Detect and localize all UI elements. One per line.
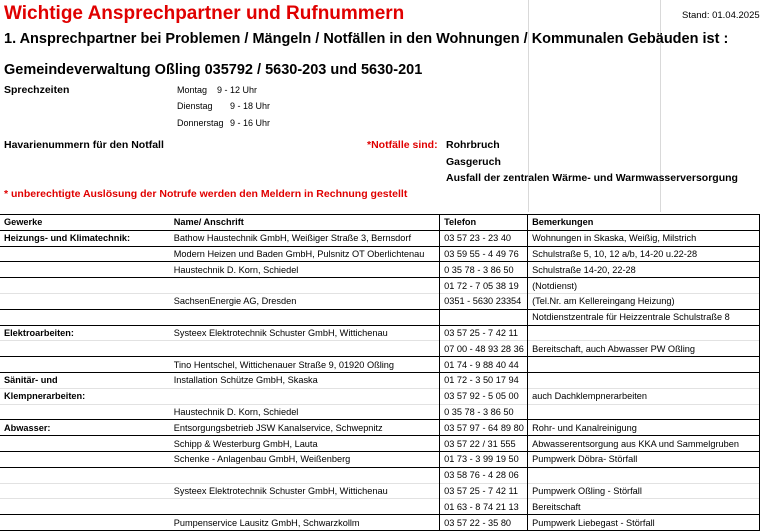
page-title: Wichtige Ansprechpartner und Rufnummern [4, 3, 405, 24]
sprechzeit-day: Dienstag [177, 101, 213, 111]
gewerk-cell [0, 515, 170, 531]
table-row [0, 293, 760, 309]
telefon-cell: 03 57 23 - 23 40 [440, 230, 528, 246]
sprechzeit-time: 9 - 12 Uhr [217, 85, 258, 95]
gewerk-cell [0, 341, 170, 357]
telefon-cell: 01 63 - 8 74 21 13 [440, 499, 528, 515]
notfall-item: Rohrbruch [446, 139, 500, 151]
notfall-item: Gasgeruch [446, 156, 501, 168]
gemeindeverwaltung-line: Gemeindeverwaltung Oßling 035792 / 5630-203 und 5630-201 [4, 62, 423, 78]
gewerk-cell: Klempnerarbeiten: [4, 391, 86, 402]
table-row [0, 230, 760, 246]
gewerk-cell: Sänitär- und [4, 375, 58, 386]
gewerk-cell [0, 467, 170, 483]
bemerkung-cell: Abwasserentsorgung aus KKA und Sammelgruben [528, 436, 760, 452]
table-row [0, 404, 760, 420]
telefon-cell: 03 58 76 - 4 28 06 [440, 467, 528, 483]
gewerk-cell: Elektroarbeiten: [4, 327, 74, 338]
name-cell: Schipp & Westerburg GmbH, Lauta [170, 436, 440, 452]
name-cell [170, 278, 440, 294]
bemerkung-cell: auch Dachklempnerarbeiten [528, 388, 760, 404]
bemerkung-cell: Wohnungen in Skaska, Weißig, Milstrich [528, 230, 760, 246]
name-cell: Pumpenservice Lausitz GmbH, Schwarzkollm [170, 515, 440, 531]
bemerkung-cell: Notdienstzentrale für Heizzentrale Schulstraße 8 [528, 309, 760, 325]
table-row [0, 246, 760, 262]
name-cell: Haustechnik D. Korn, Schiedel [170, 262, 440, 278]
gewerk-cell [0, 451, 170, 467]
havarie-label: Havarienummern für den Notfall [4, 139, 164, 151]
table-row [0, 278, 760, 294]
bemerkung-cell [528, 357, 760, 373]
name-cell: Entsorgungsbetrieb JSW Kanalservice, Schwepnitz [170, 420, 440, 436]
bemerkung-cell: (Notdienst) [528, 278, 760, 294]
table-row [0, 499, 760, 515]
bemerkung-cell: Schulstraße 14-20, 22-28 [528, 262, 760, 278]
name-cell: Modern Heizen und Baden GmbH, Pulsnitz OT Oberlichtenau [170, 246, 440, 262]
column-header: Gewerke [4, 217, 43, 228]
name-cell [170, 499, 440, 515]
telefon-cell [440, 309, 528, 325]
gewerk-cell [0, 483, 170, 499]
notfall-item: Ausfall der zentralen Wärme- und Warmwasserversorgung [446, 172, 738, 184]
column-header: Telefon [440, 215, 528, 231]
gewerk-cell: Heizungs- und Klimatechnik: [4, 233, 131, 244]
telefon-cell: 01 72 - 7 05 38 19 [440, 278, 528, 294]
telefon-cell: 01 73 - 3 99 19 50 [440, 451, 528, 467]
table-row [0, 451, 760, 467]
table-row [0, 388, 760, 404]
name-cell: Systeex Elektrotechnik Schuster GmbH, Wittichenau [170, 325, 440, 341]
column-header: Name/ Anschrift [170, 215, 440, 231]
table-row [0, 262, 760, 278]
bemerkung-cell: Schulstraße 5, 10, 12 a/b, 14-20 u.22-28 [528, 246, 760, 262]
table-row [0, 341, 760, 357]
sprechzeit-time: 9 - 18 Uhr [230, 101, 271, 111]
name-cell [170, 309, 440, 325]
telefon-cell: 03 59 55 - 4 49 76 [440, 246, 528, 262]
telefon-cell: 03 57 25 - 7 42 11 [440, 483, 528, 499]
gewerk-cell [0, 309, 170, 325]
name-cell: SachsenEnergie AG, Dresden [170, 293, 440, 309]
name-cell: Schenke - Anlagenbau GmbH, Weißenberg [170, 451, 440, 467]
telefon-cell: 0 35 78 - 3 86 50 [440, 262, 528, 278]
name-cell [170, 388, 440, 404]
name-cell: Systeex Elektrotechnik Schuster GmbH, Wittichenau [170, 483, 440, 499]
gewerk-cell [0, 246, 170, 262]
stand-date: Stand: 01.04.2025 [682, 10, 760, 21]
bemerkung-cell: Rohr- und Kanalreinigung [528, 420, 760, 436]
table-header-row [0, 215, 760, 231]
telefon-cell: 03 57 92 - 5 05 00 [440, 388, 528, 404]
name-cell: Bathow Haustechnik GmbH, Weißiger Straße 3, Bernsdorf [170, 230, 440, 246]
column-header: Bemerkungen [528, 215, 760, 231]
table-row [0, 372, 760, 388]
table-row [0, 483, 760, 499]
bemerkung-cell: Bereitschaft, auch Abwasser PW Oßling [528, 341, 760, 357]
table-row [0, 309, 760, 325]
name-cell [170, 467, 440, 483]
bemerkung-cell [528, 404, 760, 420]
bemerkung-cell [528, 467, 760, 483]
gewerk-cell [0, 293, 170, 309]
name-cell [170, 341, 440, 357]
sprechzeit-day: Donnerstag [177, 118, 224, 128]
telefon-cell: 01 74 - 9 88 40 44 [440, 357, 528, 373]
gewerk-cell [0, 262, 170, 278]
telefon-cell: 03 57 22 - 35 80 [440, 515, 528, 531]
gewerk-cell [0, 499, 170, 515]
warning-note: * unberechtigte Auslösung der Notrufe werden den Meldern in Rechnung gestellt [4, 188, 408, 200]
bemerkung-cell: Bereitschaft [528, 499, 760, 515]
gewerk-cell [0, 357, 170, 373]
bemerkung-cell: Pumpwerk Döbra- Störfall [528, 451, 760, 467]
gewerk-cell [0, 404, 170, 420]
gewerk-cell [0, 278, 170, 294]
bemerkung-cell [528, 372, 760, 388]
telefon-cell: 01 72 - 3 50 17 94 [440, 372, 528, 388]
gewerk-cell [0, 436, 170, 452]
bemerkung-cell: Pumpwerk Liebegast - Störfall [528, 515, 760, 531]
telefon-cell: 03 57 97 - 64 89 80 [440, 420, 528, 436]
bemerkung-cell: Pumpwerk Oßling - Störfall [528, 483, 760, 499]
name-cell: Installation Schütze GmbH, Skaska [170, 372, 440, 388]
contacts-table [0, 214, 760, 531]
sprechzeit-time: 9 - 16 Uhr [230, 118, 271, 128]
sprechzeiten-label: Sprechzeiten [4, 84, 70, 96]
table-row [0, 515, 760, 531]
table-row [0, 325, 760, 341]
bemerkung-cell [528, 325, 760, 341]
table-row [0, 420, 760, 436]
table-row [0, 467, 760, 483]
telefon-cell: 0351 - 5630 23354 [440, 293, 528, 309]
table-row [0, 357, 760, 373]
notfaelle-label: *Notfälle sind: [367, 139, 438, 151]
section-heading: 1. Ansprechpartner bei Problemen / Mängeln / Notfällen in den Wohnungen / Kommunalen Gebäuden ist : [4, 31, 729, 47]
name-cell: Tino Hentschel, Wittichenauer Straße 9, 01920 Oßling [170, 357, 440, 373]
bemerkung-cell: (Tel.Nr. am Kellereingang Heizung) [528, 293, 760, 309]
telefon-cell: 03 57 22 / 31 555 [440, 436, 528, 452]
gewerk-cell: Abwasser: [4, 422, 51, 433]
table-row [0, 436, 760, 452]
telefon-cell: 03 57 25 - 7 42 11 [440, 325, 528, 341]
sprechzeit-day: Montag [177, 85, 208, 95]
telefon-cell: 07 00 - 48 93 28 36 [440, 341, 528, 357]
telefon-cell: 0 35 78 - 3 86 50 [440, 404, 528, 420]
name-cell: Haustechnik D. Korn, Schiedel [170, 404, 440, 420]
